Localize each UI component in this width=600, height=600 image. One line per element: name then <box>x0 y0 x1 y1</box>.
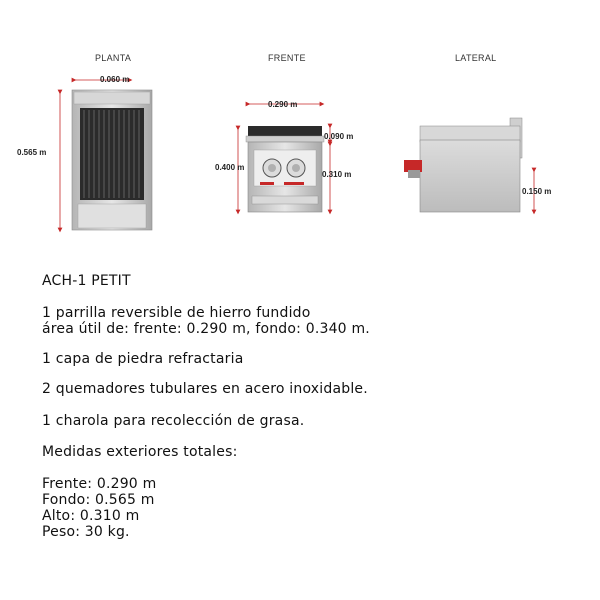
medida-frente: Frente: 0.290 m <box>42 476 157 492</box>
frente-dim-width: 0.290 m <box>268 100 298 109</box>
frente-label: FRENTE <box>268 53 306 63</box>
lateral-label: LATERAL <box>455 53 497 63</box>
parrilla-line-2: área útil de: frente: 0.290 m, fondo: 0.340 m. <box>42 321 370 337</box>
capa-spec: 1 capa de piedra refractaria <box>42 351 244 367</box>
product-title: ACH-1 PETIT <box>42 273 131 289</box>
medida-peso: Peso: 30 kg. <box>42 524 130 540</box>
product-drawings <box>0 0 600 260</box>
planta-drawing <box>60 80 152 230</box>
medidas-title: Medidas exteriores totales: <box>42 444 238 460</box>
frente-dim-top-right: 0.090 m <box>324 132 354 141</box>
planta-label: PLANTA <box>95 53 132 63</box>
parrilla-line-1: 1 parrilla reversible de hierro fundido <box>42 305 311 321</box>
lateral-drawing <box>404 118 534 212</box>
planta-dim-top: 0.060 m <box>100 75 130 84</box>
lateral-dim-right: 0.150 m <box>522 187 552 196</box>
quemadores-spec: 2 quemadores tubulares en acero inoxidable. <box>42 381 368 397</box>
charola-spec: 1 charola para recolección de grasa. <box>42 413 305 429</box>
medida-alto: Alto: 0.310 m <box>42 508 140 524</box>
planta-dim-side: 0.565 m <box>17 148 47 157</box>
frente-dim-right: 0.310 m <box>322 170 352 179</box>
frente-drawing <box>238 104 330 212</box>
medida-fondo: Fondo: 0.565 m <box>42 492 155 508</box>
parrilla-spec <box>42 305 370 337</box>
medidas-list <box>42 476 156 540</box>
frente-dim-height: 0.400 m <box>215 163 245 172</box>
